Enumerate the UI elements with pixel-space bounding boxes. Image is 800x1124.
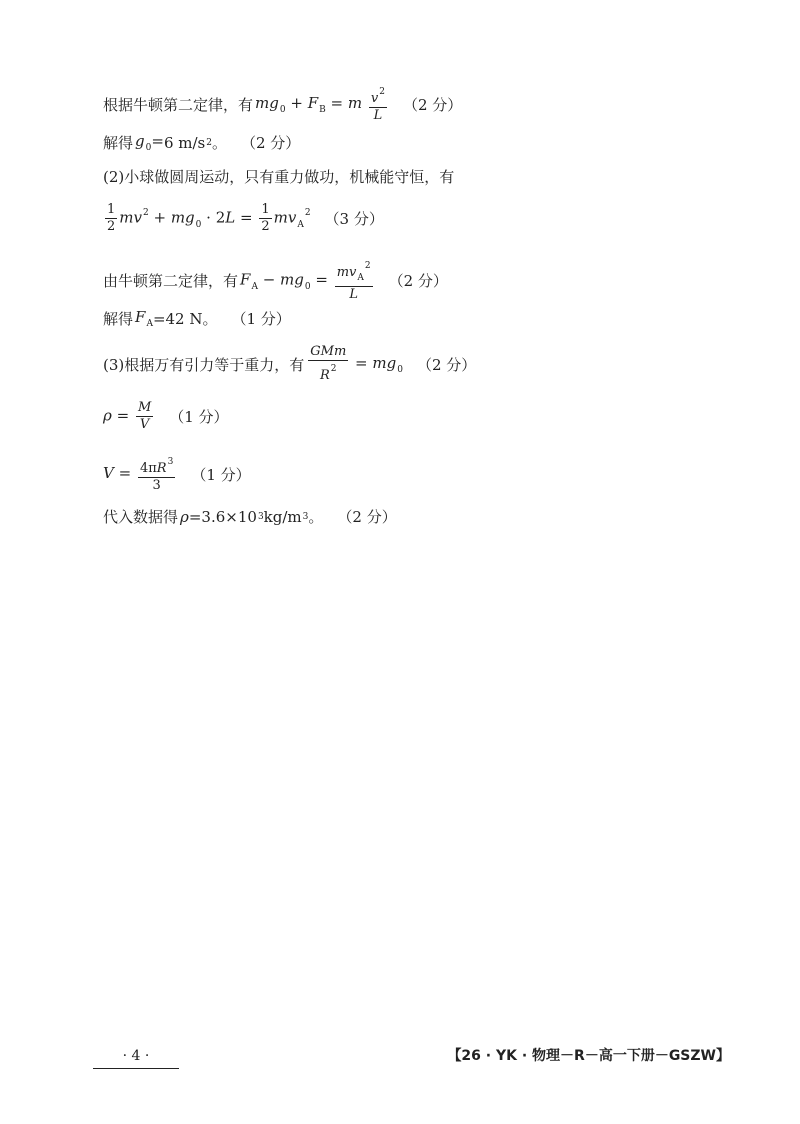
line-6-score: （1 分） xyxy=(231,310,291,328)
line-5-text: 由牛顿第二定律，有 xyxy=(103,272,239,290)
line-10-unit: kg/m xyxy=(263,507,302,526)
line-6-value: =42 N。 xyxy=(152,310,218,328)
line-2-score: （2 分） xyxy=(240,134,301,152)
line-1-score: （2 分） xyxy=(402,95,463,114)
formula-line-8 xyxy=(103,400,229,433)
result-line-6 xyxy=(103,308,291,329)
line-1-formula: $mg_0 + F_B = m$ $\frac{v^2}{L}$ xyxy=(255,84,389,124)
line-3-text: (2)小球做圆周运动，只有重力做功，机械能守恒，有 xyxy=(103,168,455,186)
line-2-value: 6 m/s xyxy=(163,133,206,152)
line-5-score: （2 分） xyxy=(388,272,448,290)
line-10-text: 代入数据得 xyxy=(103,508,179,526)
line-6-formula: $F_A$ xyxy=(135,308,153,329)
result-line-10: 代入数据得 ρ =3.6×10 3 kg/m 3 。 （2 分） xyxy=(103,507,397,526)
line-9-formula: V = $\frac{4\pi R^3}{3}$ xyxy=(103,454,177,494)
line-2-end: 。 xyxy=(211,134,227,152)
line-10-symbol: ρ xyxy=(180,507,189,526)
line-7-text: (3)根据万有引力等于重力，有 xyxy=(103,355,305,374)
line-5-formula: $F_A - mg_0$ = $\frac{mv_A^2}{L}$ xyxy=(240,258,375,303)
line-1-text: 根据牛顿第二定律，有 xyxy=(103,95,254,114)
line-4-formula: $\frac{1}{2}$ $mv^2 + mg_0 \cdot 2L$ = $\frac{1}{2}$ $mv_A^2$ xyxy=(107,202,311,234)
formula-line-9 xyxy=(103,454,251,494)
line-2-text: 解得 xyxy=(103,134,134,152)
formula-line-7 xyxy=(103,344,476,384)
formula-line-1 xyxy=(103,84,462,124)
line-10-end: 。 xyxy=(308,508,324,526)
result-line-2: 解得 $g_0=$ 6 m/s 2 。 （2 分） xyxy=(103,132,301,153)
line-6-text: 解得 xyxy=(103,310,134,328)
line-2-formula: $g_0=$ xyxy=(135,132,164,153)
line-10-score: （2 分） xyxy=(337,508,397,526)
page-number: · 4 · xyxy=(93,1048,179,1069)
line-7-formula: $\frac{\text{GMm}}{R^2}$ = $mg_0$ xyxy=(310,344,403,383)
formula-line-5 xyxy=(103,258,448,303)
line-8-score: （1 分） xyxy=(169,408,229,426)
line-9-score: （1 分） xyxy=(191,465,251,484)
line-7-score: （2 分） xyxy=(416,355,477,374)
line-10-value: =3.6×10 xyxy=(188,507,257,526)
text-line-3 xyxy=(103,166,454,187)
formula-line-4 xyxy=(103,202,384,235)
document-code: 【26 · YK · 物理－R－高一下册－GSZW】 xyxy=(447,1048,730,1064)
line-8-formula: ρ = $\frac{M}{V}$ xyxy=(103,400,152,432)
line-4-score: （3 分） xyxy=(324,210,384,228)
